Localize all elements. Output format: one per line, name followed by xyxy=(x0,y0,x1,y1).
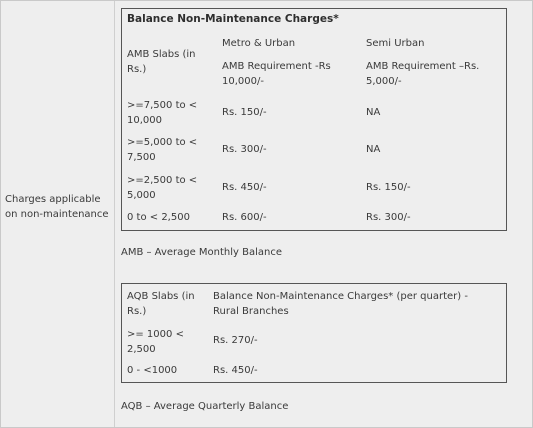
rural-charge-cell: Rs. 450/- xyxy=(213,365,258,376)
slab-cell: >=5,000 to < 7,500 xyxy=(127,137,198,163)
metro-charge-cell: Rs. 450/- xyxy=(222,182,267,193)
table-title: Balance Non-Maintenance Charges* xyxy=(127,13,339,25)
amb-footnote: AMB – Average Monthly Balance xyxy=(121,247,283,258)
metro-requirement: AMB Requirement -Rs 10,000/- xyxy=(222,61,331,87)
slab-cell: 0 - <1000 xyxy=(127,365,178,376)
charges-label: Charges applicable on non-maintenance xyxy=(5,194,109,220)
slab-cell: >=7,500 to < 10,000 xyxy=(127,100,198,126)
semi-charge-cell: NA xyxy=(366,107,381,118)
semi-charge-cell: Rs. 300/- xyxy=(366,212,411,223)
amb-slabs-header: AMB Slabs (in Rs.) xyxy=(127,49,196,75)
semi-urban-header: Semi Urban xyxy=(366,38,425,49)
slab-cell: >= 1000 < 2,500 xyxy=(127,329,184,355)
rural-charge-cell: Rs. 270/- xyxy=(213,335,258,346)
metro-charge-cell: Rs. 600/- xyxy=(222,212,267,223)
semi-charge-cell: NA xyxy=(366,144,381,155)
aqb-slabs-header: AQB Slabs (in Rs.) xyxy=(127,291,195,317)
semi-charge-cell: Rs. 150/- xyxy=(366,182,411,193)
metro-urban-header: Metro & Urban xyxy=(222,38,296,49)
slab-cell: 0 to < 2,500 xyxy=(127,212,190,223)
amb-charges-table xyxy=(121,8,507,231)
metro-charge-cell: Rs. 150/- xyxy=(222,107,267,118)
metro-charge-cell: Rs. 300/- xyxy=(222,144,267,155)
aqb-charges-table xyxy=(121,283,507,383)
slab-cell: >=2,500 to < 5,000 xyxy=(127,175,198,201)
rural-charges-header: Balance Non-Maintenance Charges* (per quarter) - Rural Branches xyxy=(213,291,468,317)
semi-requirement: AMB Requirement –Rs. 5,000/- xyxy=(366,61,480,87)
aqb-footnote: AQB – Average Quarterly Balance xyxy=(121,401,289,412)
column-divider xyxy=(114,1,115,427)
